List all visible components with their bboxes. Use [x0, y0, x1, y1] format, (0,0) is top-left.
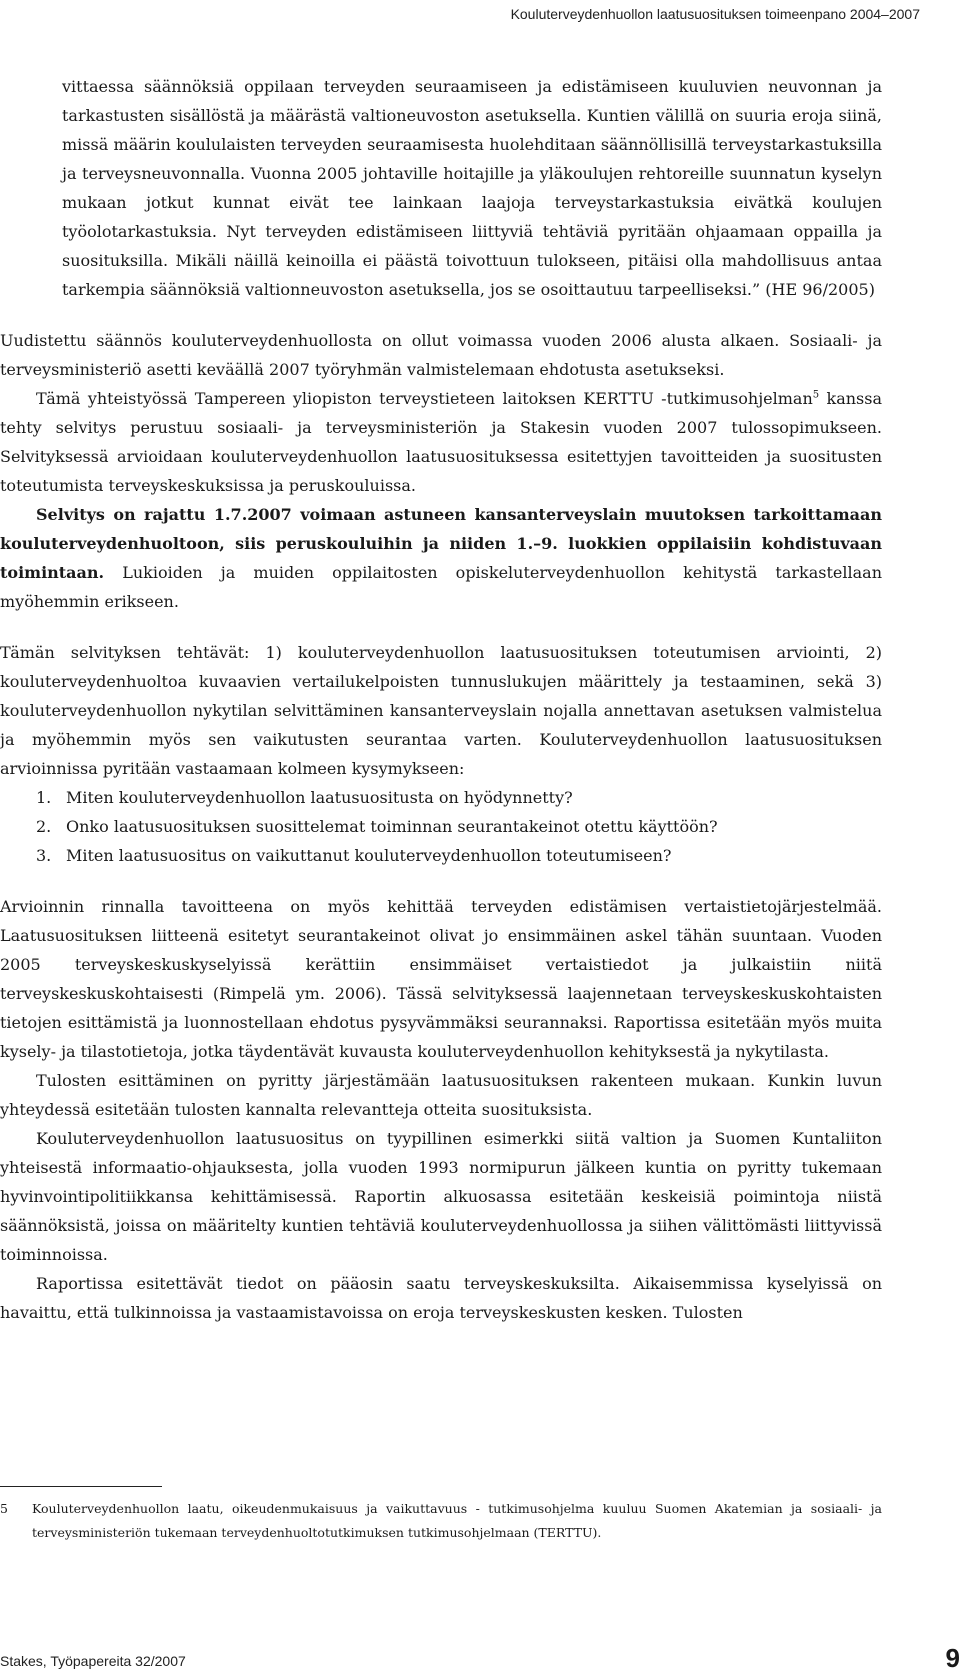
page-footer	[0, 1637, 960, 1677]
paragraph-scope	[0, 500, 882, 616]
list-item-text: Onko laatusuosituksen suosittelemat toiminnan seurantakeinot otettu käyttöön?	[66, 817, 718, 836]
list-item	[0, 783, 882, 812]
paragraph-results-structure: Tulosten esittäminen on pyritty järjestämään laatusuosituksen rakenteen mukaan. Kunkin luvun yhteydessä esitetään tulosten kannalta relevantteja otteita suosituksista.	[0, 1071, 882, 1119]
list-item	[0, 812, 882, 841]
page-number: 9	[945, 1643, 960, 1673]
paragraph-data-sources: Raportissa esitettävät tiedot on pääosin saatu terveyskeskuksilta. Aikaisemmissa kyselyissä on havaittu, että tulkinnoissa ja vastaamistavoissa on eroja terveyskeskusten kesken. Tulosten	[0, 1274, 882, 1322]
footnote	[0, 1497, 882, 1545]
footnote-text: Kouluterveydenhuollon laatu, oikeudenmukaisuus ja vaikuttavuus - tutkimusohjelma kuuluu Suomen Akatemian ja sosiaali- ja terveysministeriön tukemaan terveydenhuoltotutkimuksen tutkimusohjelmaan (TERTTU).	[32, 1501, 882, 1540]
question-list	[0, 783, 882, 870]
footnote-number: 5	[0, 1501, 8, 1516]
footnote-divider	[0, 1486, 162, 1487]
publication-source: Stakes, Työpapereita 32/2007	[0, 1653, 186, 1669]
paragraph-text: Tämä yhteistyössä Tampereen yliopiston terveystieteen laitoksen KERTTU -tutkimusohjelman	[36, 389, 813, 408]
paragraph-kerttu-cooperation	[0, 384, 882, 500]
paragraph-text: kanssa tehty selvitys perustuu sosiaali- ja terveysministeriön ja Stakesin vuoden 2007 tulossopimukseen. Selvityksessä arvioidaan kouluterveydenhuollon laatusuosituksessa esitettyjen tavoitteiden ja suositusten toteutumista terveyskeskuksissa ja peruskouluissa.	[0, 389, 882, 495]
footnote-reference: 5	[812, 389, 820, 401]
block-quote: vittaessa säännöksiä oppilaan terveyden seuraamiseen ja edistämiseen kuuluvien neuvonnan ja tarkastusten sisällöstä ja määrästä valtioneuvoston asetuksella. Kuntien välillä on suuria eroja siinä, missä määrin koululaisten terveyden seuraamisesta huolehditaan säännöllisillä terveystarkastuksilla ja terveysneuvonnalla. Vuonna 2005 johtaville hoitajille ja yläkoulujen rehtoreille suunnatun kyselyn mukaan jotkut kunnat eivät tee lainkaan laajoja terveystarkastuksia eivätkä koulujen työolotarkastuksia. Nyt terveyden edistämiseen liittyviä tehtäviä pyritään ohjaamaan oppailla ja suosituksilla. Mikäli näillä keinoilla ei päästä toivottuun tulokseen, pitäisi olla mahdollisuus antaa tarkempia säännöksiä valtionneuvoston asetuksella, jos se osoittautuu tarpeelliseksi.” (HE 96/2005)	[62, 77, 882, 299]
running-title: Kouluterveydenhuollon laatusuosituksen toimeenpano 2004–2007	[510, 6, 920, 22]
paragraph-renewed-provision: Uudistettu säännös kouluterveydenhuollosta on ollut voimassa vuoden 2006 alusta alkaen. Sosiaali- ja terveysministeriö asetti keväällä 2007 työryhmän valmistelemaan ehdotusta asetukseksi.	[0, 331, 882, 379]
paragraph-comparison-system: Arvioinnin rinnalla tavoitteena on myös kehittää terveyden edistämisen vertaistietojärjestelmää. Laatusuosituksen liitteenä esitetyt seurantakeinot olivat jo ensimmäinen askel tähän suuntaan. Vuoden 2005 terveyskeskuskyselyissä kerättiin ensimmäiset vertaistiedot ja julkaistiin niitä terveyskeskuskohtaisesti (Rimpelä ym. 2006). Tässä selvityksessä laajennetaan terveyskeskuskohtaisten tietojen esittämistä ja luonnostellaan ehdotus pysyvämmäksi seurannaksi. Raportissa esitetään myös muita kysely- ja tilastotietoja, jotka täydentävät kuvausta kouluterveydenhuollon kehityksestä ja nykytilasta.	[0, 897, 882, 1061]
spacer	[0, 870, 882, 892]
footnotes	[0, 1497, 882, 1545]
list-item	[0, 841, 882, 870]
page-body	[0, 72, 882, 1327]
spacer	[0, 304, 882, 326]
running-head	[511, 0, 920, 40]
list-item-text: Miten laatusuositus on vaikuttanut kouluterveydenhuollon toteutumiseen?	[66, 846, 672, 865]
spacer	[0, 616, 882, 638]
paragraph-information-guidance: Kouluterveydenhuollon laatusuositus on tyypillinen esimerkki siitä valtion ja Suomen Kuntaliiton yhteisestä informaatio-ohjauksesta, jolla vuoden 1993 normipurun jälkeen kuntia on pyritty tukemaan hyvinvointipolitiikkansa kehittämisessä. Raportin alkuosassa esitetään keskeisiä poimintoja niistä säännöksistä, joissa on määritelty kuntien tehtäviä kouluterveydenhuollossa ja siihen välittömästi liittyvissä toiminnoissa.	[0, 1129, 882, 1264]
bold-scope-statement: Selvitys on rajattu 1.7.2007 voimaan astuneen kansanterveyslain muutoksen tarkoittamaan kouluterveydenhuoltoon, siis peruskouluihin ja niiden 1.–9. luokkien oppilaisiin kohdistuvaan toimintaan.	[0, 505, 882, 582]
paragraph-text: Lukioiden ja muiden oppilaitosten opiskeluterveydenhuollon kehitystä tarkastellaan myöhemmin erikseen.	[0, 563, 882, 611]
list-number: 1.	[36, 788, 52, 807]
list-number: 3.	[36, 846, 52, 865]
paragraph-tasks: Tämän selvityksen tehtävät: 1) kouluterveydenhuollon laatusuosituksen toteutumisen arviointi, 2) kouluterveydenhuoltoa kuvaavien vertailukelpoisten tunnuslukujen määrittely ja testaaminen, sekä 3) kouluterveydenhuollon nykytilan selvittäminen kansanterveyslain nojalla annettavan asetuksen valmistelua ja myöhemmin myös sen vaikutusten seurantaa varten. Kouluterveydenhuollon laatusuosituksen arvioinnissa pyritään vastaamaan kolmeen kysymykseen:	[0, 643, 882, 778]
list-item-text: Miten kouluterveydenhuollon laatusuositusta on hyödynnetty?	[66, 788, 573, 807]
list-number: 2.	[36, 817, 52, 836]
